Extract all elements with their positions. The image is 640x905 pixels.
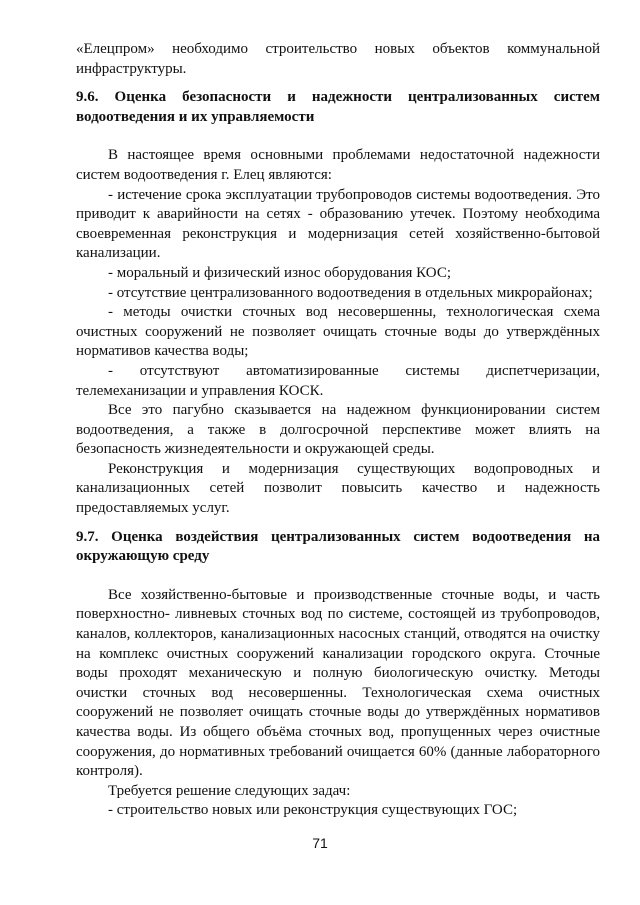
list-item: - истечение срока эксплуатации трубопроводов системы водоотведения. Это приводит к аварийности на сетях - образованию утечек. Поэтому необходима своевременная реконструкция и модернизация сетей хозяйственно-бытовой канализации. xyxy=(76,186,600,262)
list-item: - методы очистки сточных вод несовершенны, технологическая схема очистных сооружений не позволяет очищать сточные воды до утверждённых нормативов качества воды; xyxy=(76,304,600,360)
section-heading-9-7: 9.7. Оценка воздействия централизованных систем водоотведения на окружающую среду xyxy=(76,528,600,565)
paragraph: Требуется решение следующих задач: xyxy=(108,782,351,799)
list-item: - отсутствуют автоматизированные системы диспетчеризации, телемеханизации и управления КОСК. xyxy=(76,362,600,399)
lead-paragraph: «Елецпром» необходимо строительство новых объектов коммунальной инфраструктуры. xyxy=(76,41,600,77)
paragraph: Все это пагубно сказывается на надежном функционировании систем водоотведения, а также в долгосрочной перспективе может влиять на безопасность жизнедеятельности и окружающей среды. xyxy=(76,402,600,458)
paragraph: Все хозяйственно-бытовые и производственные сточные воды, и часть поверхностно- ливневых сточных вод по системе, состоящей из трубопроводов, каналов, коллекторов, канализационных насосных станций, отводятся на очистку на комплекс очистных сооружений канализации городского округа. Сточные воды проходят механическую и полную биологическую очистку. Методы очистки сточных вод несовершенны. Технологическая схема очистных сооружений не позволяет очищать сточные воды до утверждённых нормативов качества воды. Из общего объёма сточных вод, пропущенных через очистные сооружения, до нормативных требований очищается 60% (данные лабораторного контроля). xyxy=(76,586,600,780)
list-item: - отсутствие централизованного водоотведения в отдельных микрорайонах; xyxy=(108,284,593,301)
paragraph: В настоящее время основными проблемами недостаточной надежности систем водоотведения г. Елец являются: xyxy=(76,147,600,183)
section-heading-9-6: 9.6. Оценка безопасности и надежности централизованных систем водоотведения и их управляемости xyxy=(76,89,600,125)
paragraph: Реконструкция и модернизация существующих водопроводных и канализационных сетей позволит повысить качество и надежность предоставляемых услуг. xyxy=(76,460,600,517)
list-item: - строительство новых или реконструкция существующих ГОС; xyxy=(108,802,518,819)
page-content xyxy=(76,40,600,821)
list-item: - моральный и физический износ оборудования КОС; xyxy=(108,264,451,281)
page-number: 71 xyxy=(312,835,328,851)
